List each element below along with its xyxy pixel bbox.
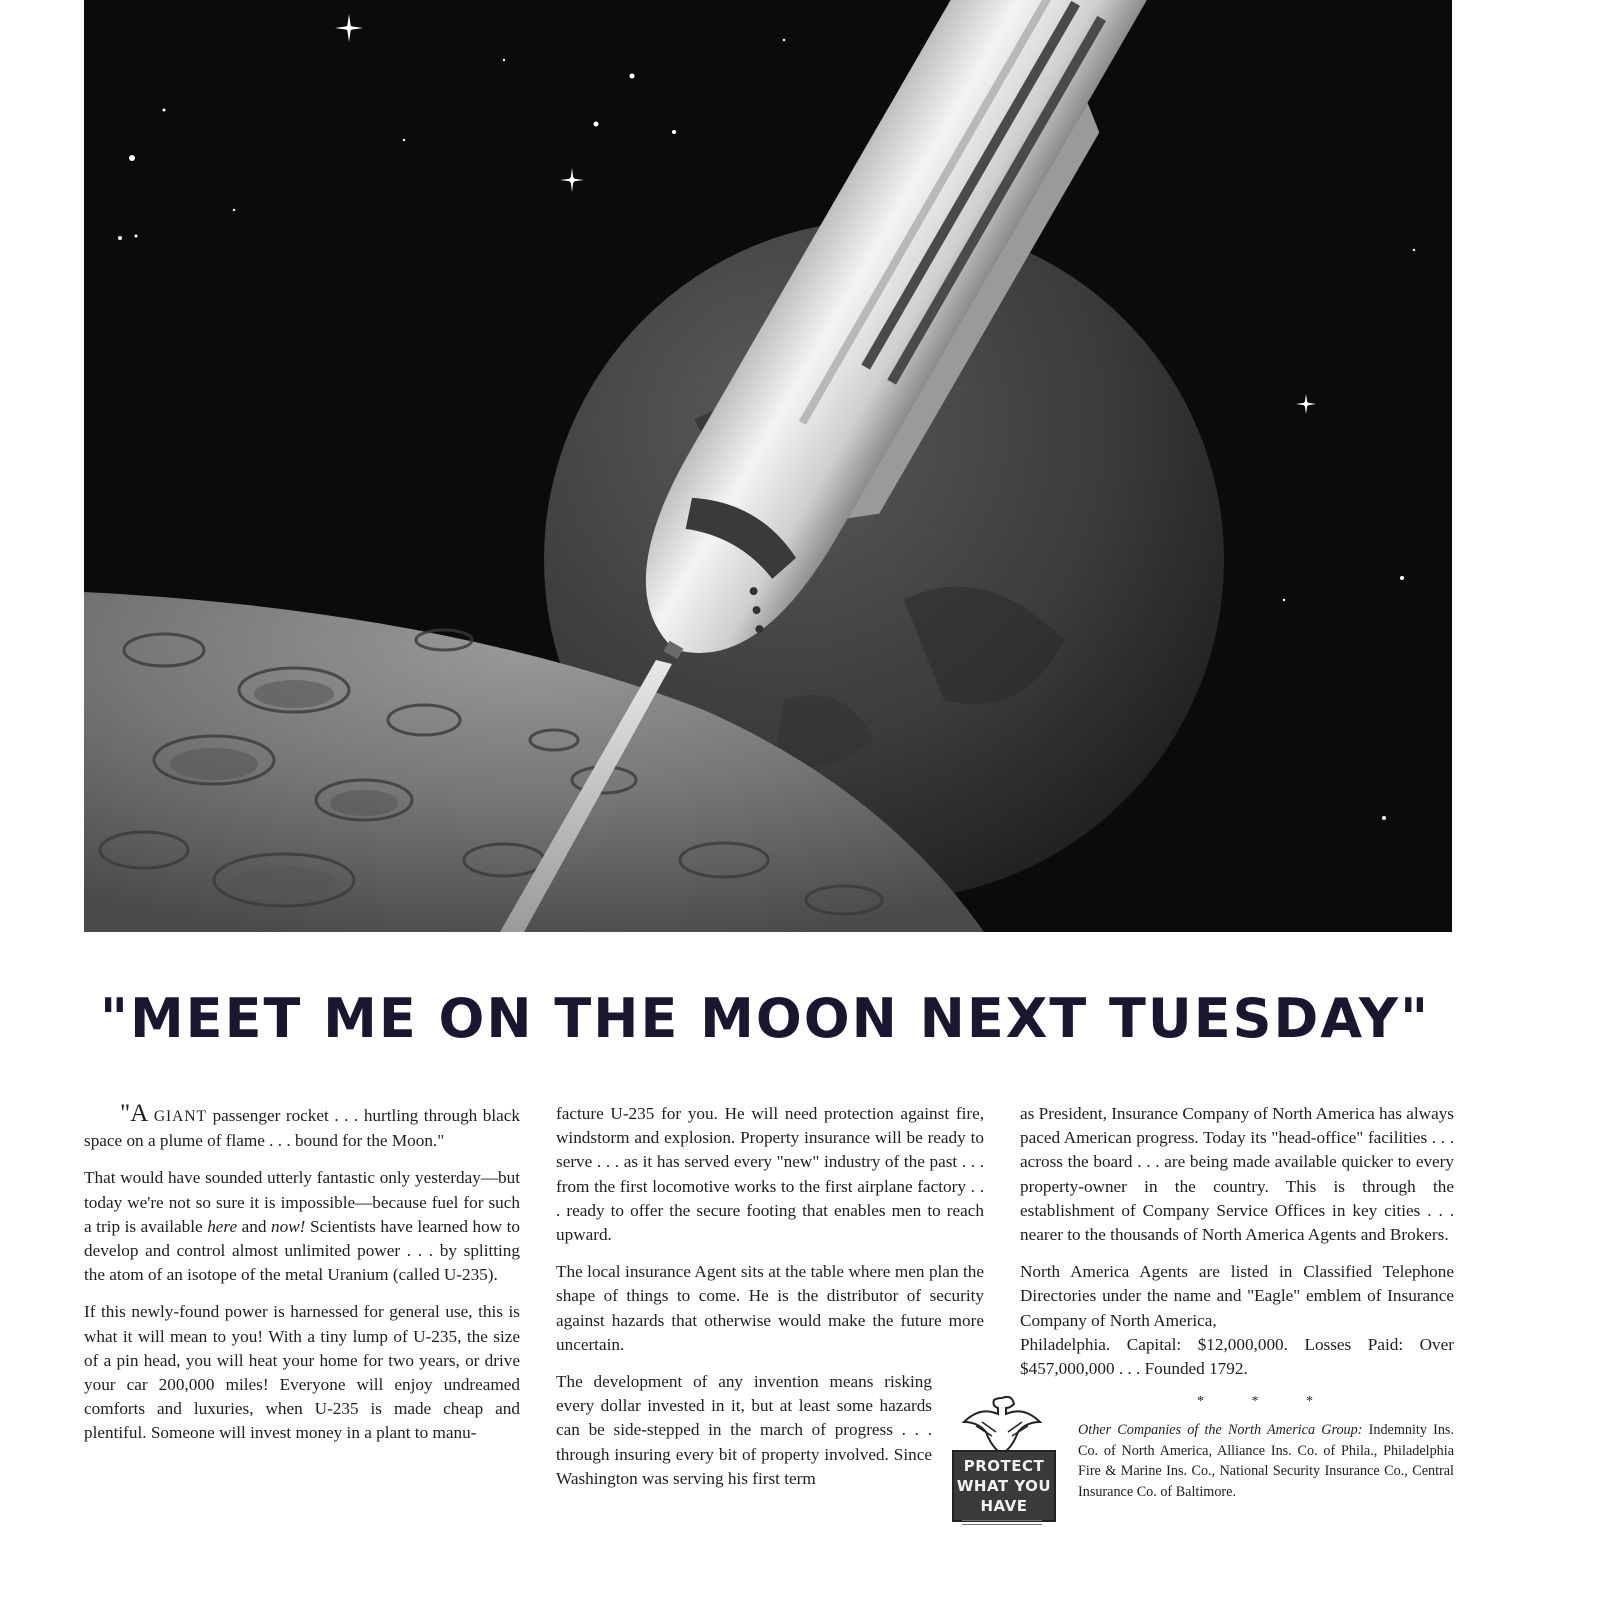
paragraph: That would have sounded utterly fantastic only yesterday—but today we're not so sure it is impossible—because fuel for such a trip is available here and now! Scientists have learned how to develop and control almost unlimited power . . . by splitting the atom of an isotope of the metal Uranium (called U-235). <box>84 1168 520 1285</box>
emblem-plate: PROTECT WHAT YOU HAVE <box>952 1450 1056 1522</box>
headline: "MEET ME ON THE MOON NEXT TUESDAY" <box>99 987 1431 1050</box>
separator-stars: * * * <box>1197 1394 1335 1410</box>
column-2 <box>556 1102 984 1504</box>
paragraph: North America Agents are listed in Classified Telephone Directories under the name and "Eagle" emblem of Insurance Company of North America, <box>1020 1262 1454 1330</box>
emblem-fine-print <box>962 1520 1042 1525</box>
column-1 <box>84 1102 520 1459</box>
eagle-icon <box>952 1392 1052 1456</box>
paragraph: The development of any invention means risking every dollar invested in it, but at least some hazards can be side-stepped in the march of progress . . . through insuring every bit of property involved. Since Washington was serving his first term <box>556 1372 932 1488</box>
paragraph: If this newly-found power is harnessed for general use, this is what it will mean to you! With a tiny lump of U-235, the size of a pin head, you will heat your home for two years, or drive your car 200,000 miles! Everyone will enjoy undreamed comforts and luxuries, when U-235 is made cheap and plentiful. Someone will invest money in a plant to manu- <box>84 1302 520 1443</box>
column-3 <box>1020 1102 1454 1515</box>
paragraph: as President, Insurance Company of North America has always paced American progress. Today its "head-office" facilities . . . across the board . . . are being made available quicker to every property-owner in the country. This is through the establishment of Company Service Offices in key cities . . . nearer to the thousands of North America Agents and Brokers. <box>1020 1104 1454 1245</box>
company-details: Philadelphia. Capital: $12,000,000. Losses Paid: Over $457,000,000 . . . Founded 1792. <box>1020 1334 1454 1379</box>
paragraph: The local insurance Agent sits at the table where men plan the shape of things to come. He is the distributor of security against hazards that otherwise would make the future more uncertain. <box>556 1262 984 1354</box>
paragraph: facture U-235 for you. He will need protection against fire, windstorm and explosion. Property insurance will be ready to serve . . . as it has served every "new" industry of the past . . . from the first locomotive works to the first airplane factory . . . ready to offer the secure footing that enables men to reach upward. <box>556 1104 984 1245</box>
space-illustration <box>84 0 1452 932</box>
other-companies: Other Companies of the North America Group: Indemnity Ins. Co. of North America, Alliance Ins. Co. of Phila., Philadelphia Fire & Marine Ins. Co., National Security Insurance Co., Central Insurance Co. of Baltimore. <box>1078 1422 1454 1500</box>
paragraph: "A GIANT passenger rocket . . . hurtling through black space on a plume of flame . . . bound for the Moon." <box>84 1100 521 1151</box>
eagle-emblem-logo <box>952 1392 1052 1532</box>
